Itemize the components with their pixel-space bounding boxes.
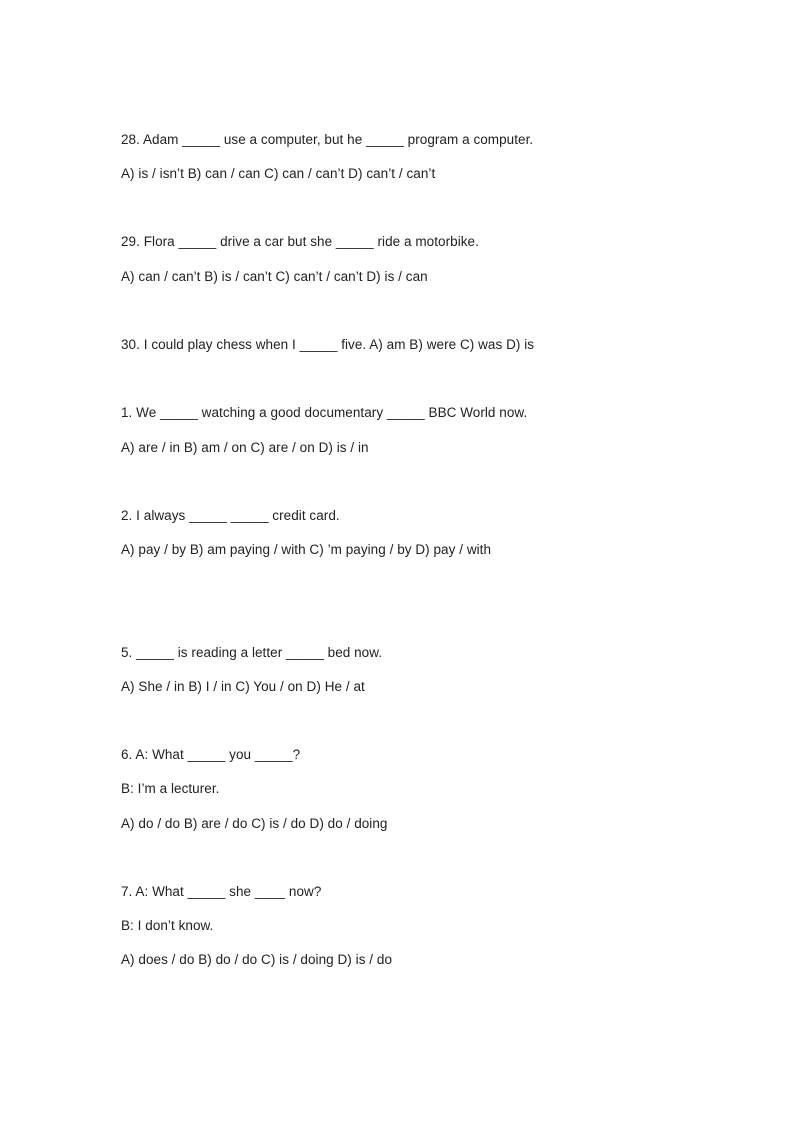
question-5-prompt: 5. _____ is reading a letter _____ bed now. (121, 645, 383, 660)
question-2-options: A) pay / by B) am paying / with C) ’m paying / by D) pay / with (121, 542, 492, 557)
question-1-options: A) are / in B) am / on C) are / on D) is / in (121, 440, 369, 455)
question-1-prompt: 1. We _____ watching a good documentary _____ BBC World now. (121, 405, 528, 420)
question-28-prompt: 28. Adam _____ use a computer, but he _____ program a computer. (121, 132, 534, 147)
question-7-options: A) does / do B) do / do C) is / doing D) is / do (121, 952, 393, 967)
question-5-options: A) She / in B) I / in C) You / on D) He / at (121, 679, 365, 694)
question-7-prompt: 7. A: What _____ she ____ now? (121, 884, 322, 899)
question-29-options: A) can / can’t B) is / can’t C) can’t / can’t D) is / can (121, 269, 428, 284)
question-30-prompt: 30. I could play chess when I _____ five. A) am B) were C) was D) is (121, 337, 535, 352)
question-6-reply: B: I’m a lecturer. (121, 781, 220, 796)
question-28-options: A) is / isn’t B) can / can C) can / can’t D) can’t / can’t (121, 166, 436, 181)
question-6-prompt: 6. A: What _____ you _____? (121, 747, 301, 762)
question-7-reply: B: I don’t know. (121, 918, 214, 933)
question-29-prompt: 29. Flora _____ drive a car but she _____ ride a motorbike. (121, 234, 479, 249)
question-2-prompt: 2. I always _____ _____ credit card. (121, 508, 340, 523)
question-6-options: A) do / do B) are / do C) is / do D) do / doing (121, 816, 388, 831)
